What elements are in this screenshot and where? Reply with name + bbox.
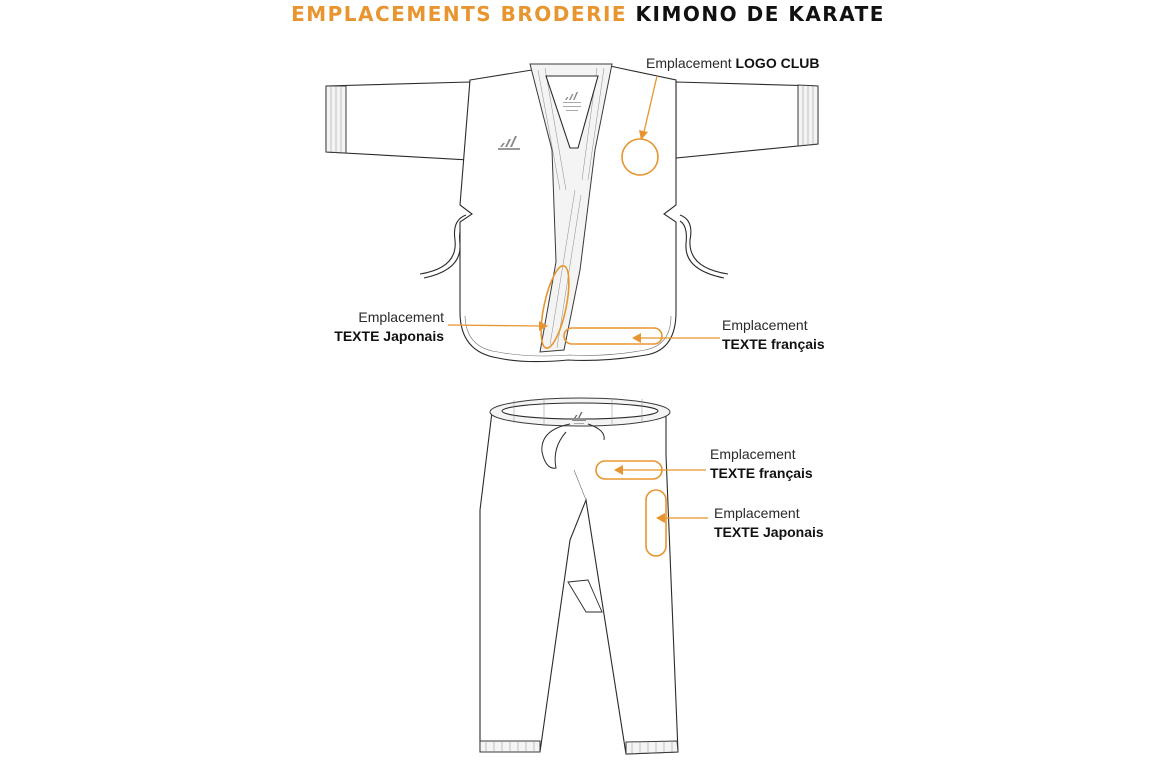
pants-japanese-label-name: TEXTE Japonais — [714, 524, 824, 540]
right-sleeve-cuff — [798, 85, 818, 146]
pants-french-label-prefix: Emplacement — [710, 446, 796, 462]
jacket-japanese-label-name: TEXTE Japonais — [334, 328, 444, 344]
title-accent: EMPLACEMENTS BRODERIE — [291, 2, 628, 26]
logo-club-label-prefix: Emplacement — [646, 55, 732, 71]
pants-japanese-label — [714, 504, 824, 542]
pants-french-label — [710, 445, 813, 483]
pants-japanese-label-prefix: Emplacement — [714, 505, 800, 521]
jacket-french-label-prefix: Emplacement — [722, 317, 808, 333]
jacket-left-sleeve — [326, 82, 470, 160]
pants-illustration — [480, 398, 708, 754]
jacket-japanese-label — [310, 308, 444, 346]
jacket-french-label-name: TEXTE français — [722, 336, 825, 352]
jacket-japanese-label-prefix: Emplacement — [358, 309, 444, 325]
jacket-french-label — [722, 316, 825, 354]
jacket-right-tie — [680, 215, 728, 274]
jacket-left-tie — [420, 215, 466, 274]
pants-french-label-name: TEXTE français — [710, 465, 813, 481]
jacket-right-sleeve — [676, 82, 818, 158]
pants-left-cuff — [480, 741, 540, 752]
logo-club-label — [646, 54, 819, 73]
left-sleeve-cuff — [326, 86, 346, 153]
title-main: KIMONO DE KARATE — [635, 2, 885, 26]
pants-body — [480, 412, 678, 754]
pants-right-cuff — [626, 741, 678, 754]
logo-club-label-name: LOGO CLUB — [735, 55, 820, 71]
pants-japanese-pointer-arrow — [656, 513, 708, 523]
